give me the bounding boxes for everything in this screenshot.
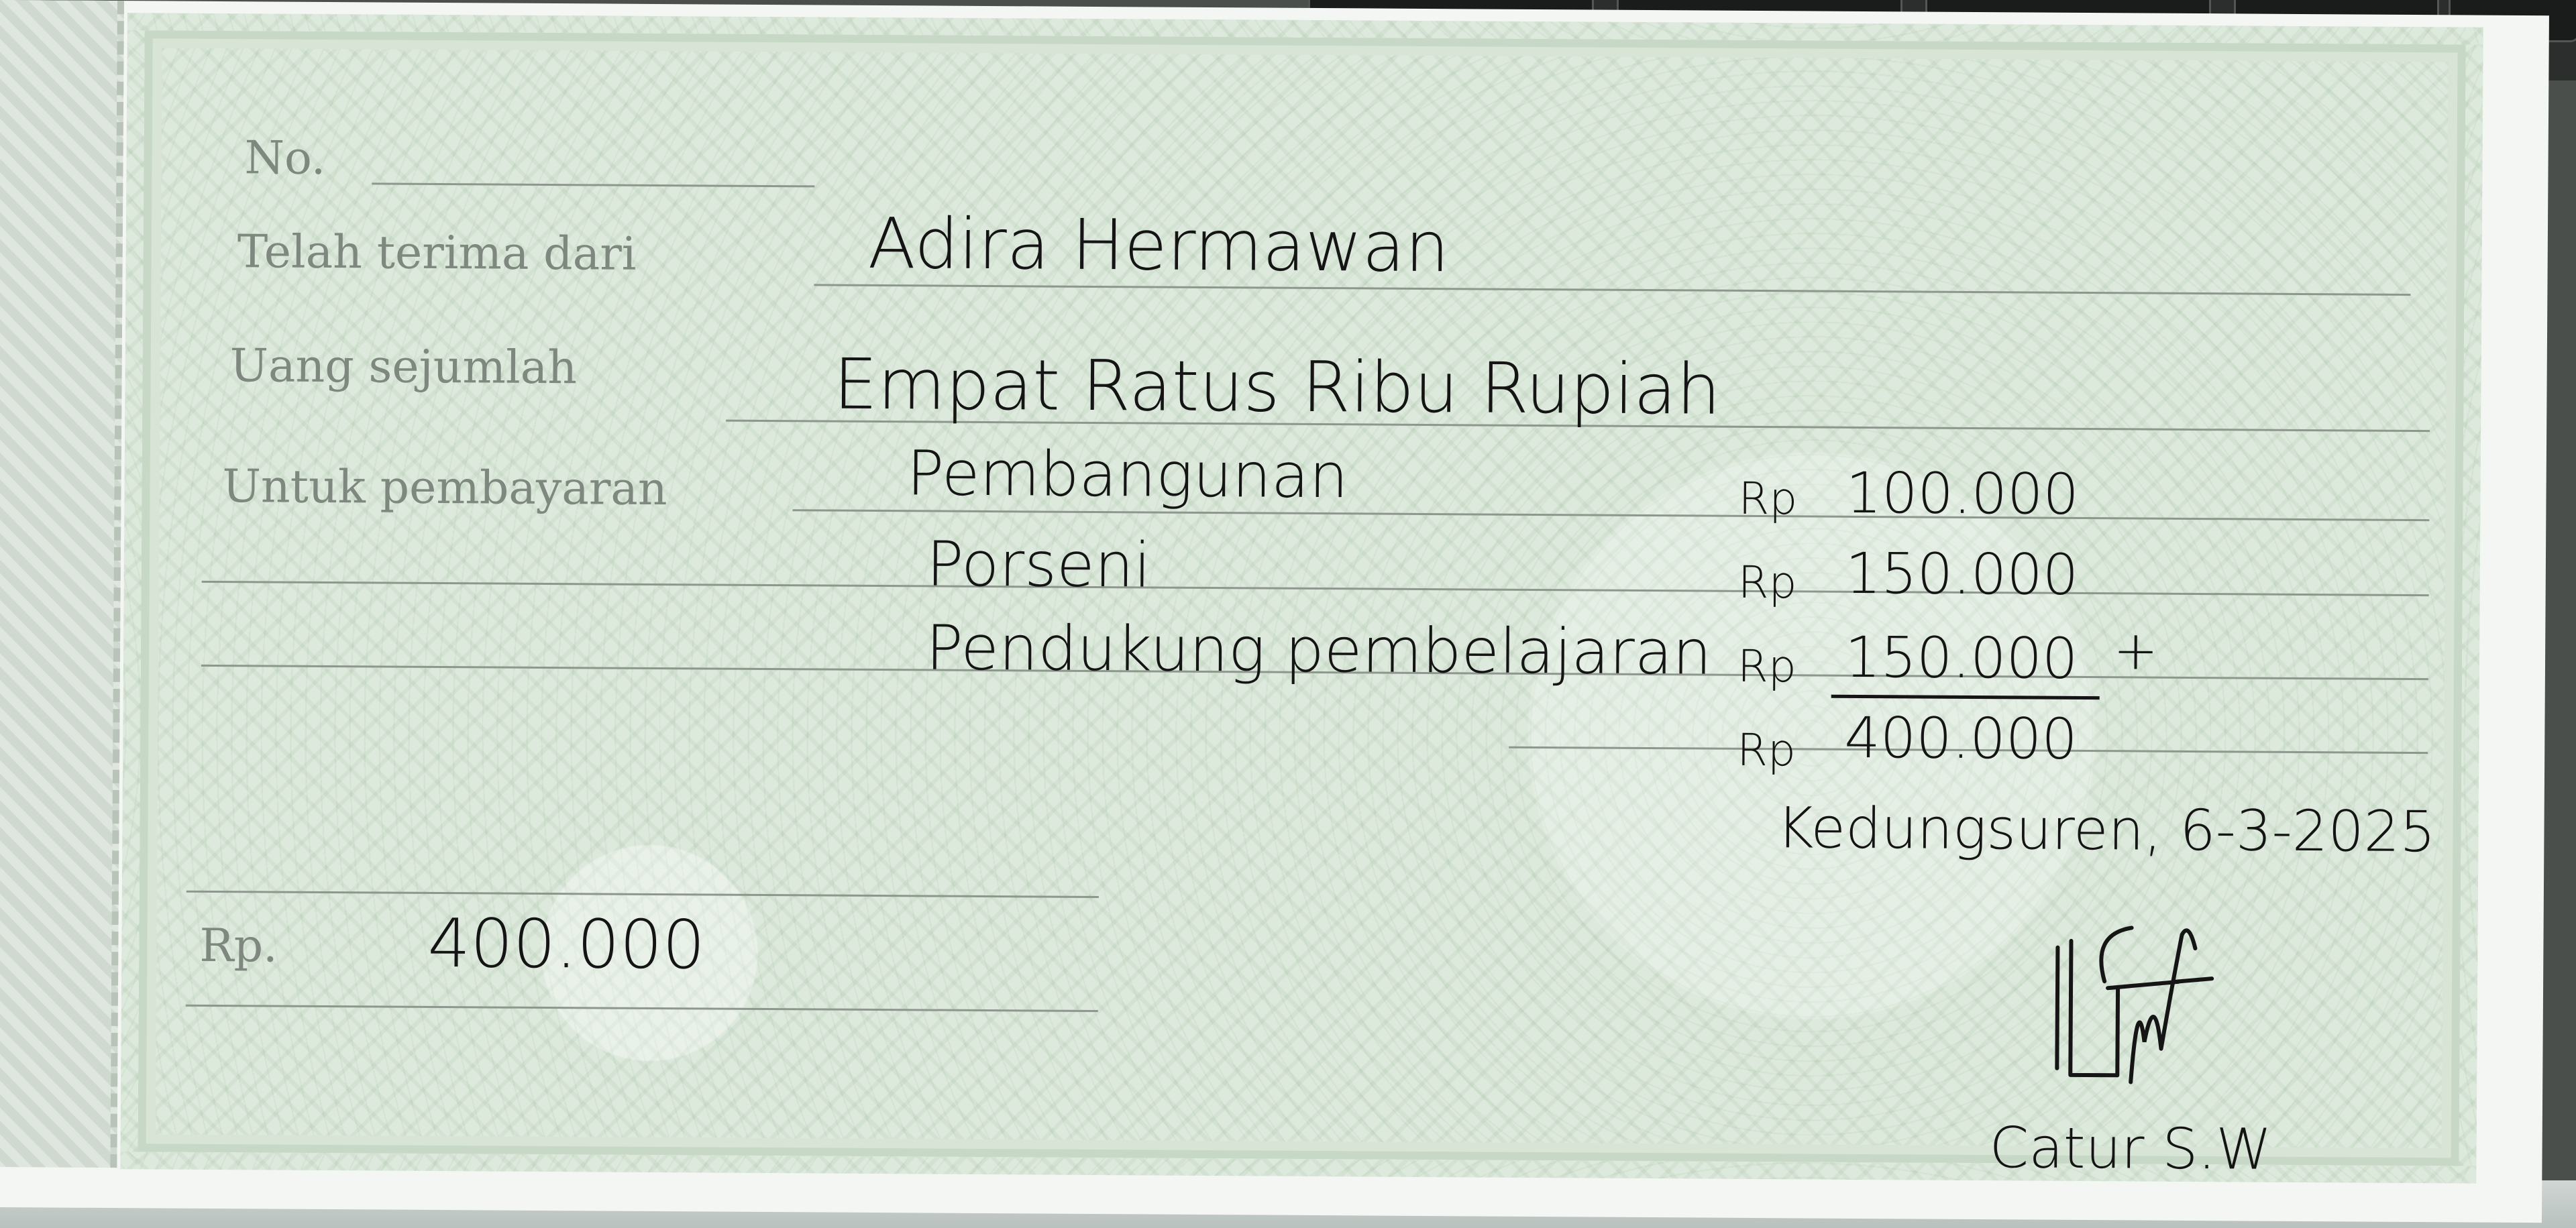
- amount-words-value: Empat Ratus Ribu Rupiah: [833, 343, 1721, 431]
- rp-top-line: [186, 891, 1099, 898]
- item-amount: 150.000: [1844, 624, 2078, 691]
- sum-underline: [1831, 695, 2100, 700]
- rp-bottom-line: [186, 1005, 1098, 1012]
- no-line: [372, 182, 814, 187]
- received-from-line: [814, 284, 2410, 296]
- item-currency: Rp: [1737, 556, 1797, 609]
- item-name: Porseni: [926, 528, 1151, 602]
- signature: [2043, 907, 2219, 1110]
- item-currency: Rp: [1737, 640, 1796, 693]
- receipt-form: [120, 13, 2483, 1183]
- item-amount: 150.000: [1845, 540, 2079, 608]
- received-from-value: Adira Hermawan: [867, 202, 1450, 288]
- item-name: Pendukung pembelajaran: [925, 612, 1712, 689]
- for-payment-label: Untuk pembayaran: [222, 460, 667, 516]
- signer-name: Catur S.W: [1989, 1115, 2272, 1182]
- total-amount: 400.000: [1844, 704, 2078, 772]
- item-name: Pembangunan: [906, 437, 1349, 512]
- place-date: Kedungsuren, 6-3-2025: [1776, 795, 2436, 865]
- received-from-label: Telah terima dari: [237, 225, 637, 281]
- item-line-1: [792, 509, 2429, 521]
- item-amount: 100.000: [1845, 459, 2080, 527]
- rp-box-value: 400.000: [427, 903, 706, 985]
- item-line-2: [202, 581, 2429, 596]
- receipt-stub: [0, 0, 124, 1168]
- plus-sign: +: [2112, 619, 2159, 682]
- amount-words-label: Uang sejumlah: [229, 339, 578, 395]
- total-currency: Rp: [1736, 724, 1796, 777]
- rp-label: Rp.: [199, 919, 278, 973]
- item-currency: Rp: [1738, 472, 1798, 525]
- no-label: No.: [244, 131, 326, 185]
